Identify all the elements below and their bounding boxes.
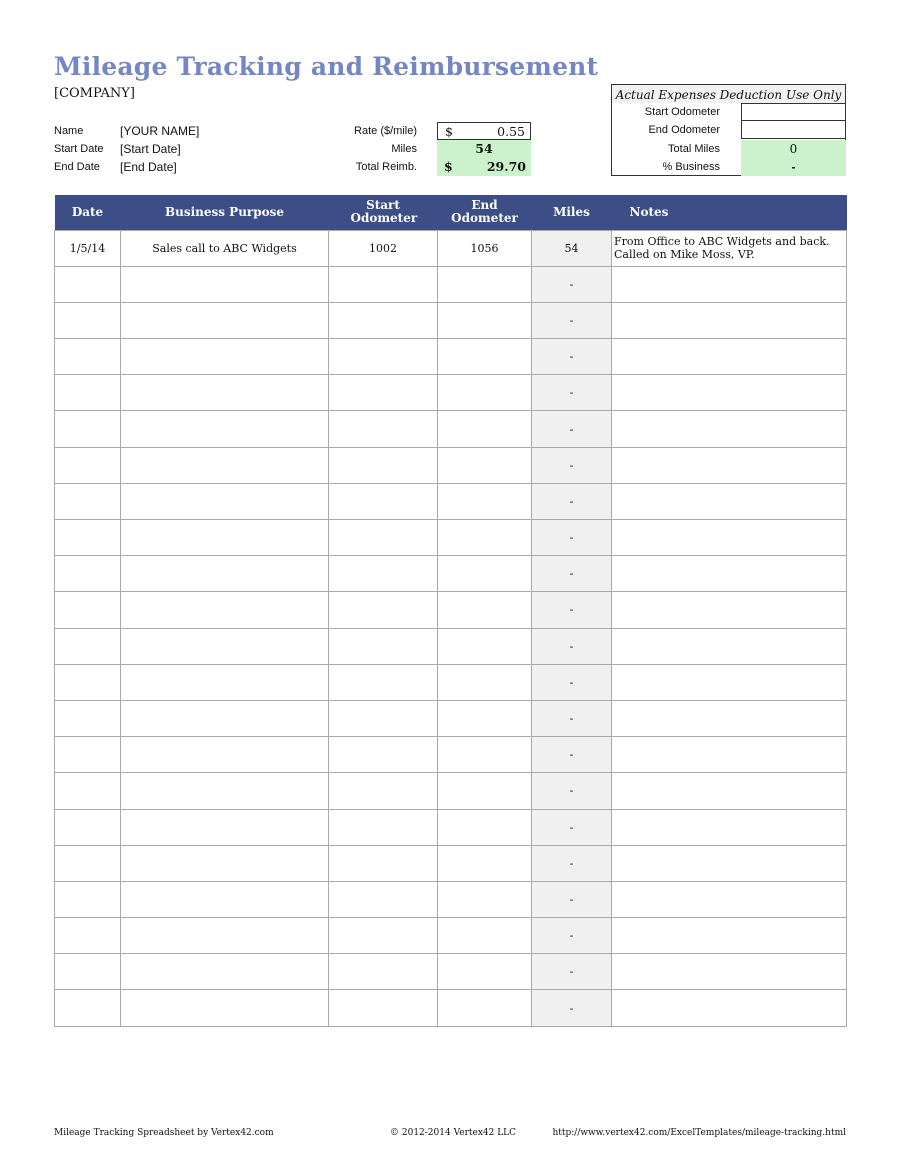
cell-miles: - [532, 302, 612, 338]
rate-field[interactable] [437, 122, 531, 140]
total-reimb-label: Total Reimb. [355, 161, 417, 173]
cell-notes[interactable] [612, 556, 847, 592]
cell-notes[interactable] [612, 520, 847, 556]
table-row [55, 592, 847, 628]
cell-notes[interactable] [612, 664, 847, 700]
cell-date[interactable] [55, 520, 121, 556]
cell-purpose[interactable] [121, 266, 329, 302]
cell-notes[interactable]: From Office to ABC Widgets and back. Called on Mike Moss, VP. [612, 230, 847, 266]
cell-purpose[interactable] [121, 302, 329, 338]
cell-purpose[interactable] [121, 773, 329, 809]
table-row [55, 339, 847, 375]
cell-notes[interactable] [612, 881, 847, 917]
cell-purpose[interactable] [121, 375, 329, 411]
cell-date[interactable] [55, 845, 121, 881]
end-date-label: End Date [54, 161, 100, 173]
cell-notes[interactable] [612, 700, 847, 736]
table-row [55, 556, 847, 592]
aed-start-label: Start Odometer [644, 106, 720, 118]
table-row [55, 628, 847, 664]
cell-purpose[interactable]: Sales call to ABC Widgets [121, 230, 329, 266]
cell-purpose[interactable] [121, 809, 329, 845]
cell-date[interactable] [55, 809, 121, 845]
cell-start-odometer[interactable] [329, 881, 438, 917]
table-row [55, 845, 847, 881]
cell-date[interactable] [55, 411, 121, 447]
rate-value: 0.55 [497, 124, 525, 139]
total-reimb [437, 158, 531, 176]
cell-end-odometer[interactable] [438, 520, 532, 556]
cell-notes[interactable] [612, 845, 847, 881]
cell-miles: - [532, 411, 612, 447]
cell-miles: - [532, 483, 612, 519]
cell-date[interactable] [55, 737, 121, 773]
aed-title: Actual Expenses Deduction Use Only [612, 85, 845, 103]
cell-miles: 54 [532, 230, 612, 266]
cell-start-odometer[interactable] [329, 700, 438, 736]
cell-start-odometer[interactable] [329, 990, 438, 1026]
cell-end-odometer[interactable] [438, 339, 532, 375]
cell-start-odometer[interactable] [329, 809, 438, 845]
cell-start-odometer[interactable] [329, 954, 438, 990]
cell-notes[interactable] [612, 918, 847, 954]
cell-purpose[interactable] [121, 990, 329, 1026]
header-purpose: Business Purpose [121, 195, 329, 230]
cell-date[interactable] [55, 483, 121, 519]
cell-end-odometer[interactable] [438, 447, 532, 483]
aed-total: 0 [741, 140, 846, 158]
cell-end-odometer[interactable] [438, 990, 532, 1026]
cell-date[interactable] [55, 556, 121, 592]
table-row [55, 700, 847, 736]
rate-currency: $ [445, 124, 453, 139]
cell-start-odometer[interactable] [329, 520, 438, 556]
cell-start-odometer[interactable] [329, 375, 438, 411]
cell-end-odometer[interactable] [438, 954, 532, 990]
cell-notes[interactable] [612, 773, 847, 809]
cell-purpose[interactable] [121, 483, 329, 519]
cell-date[interactable] [55, 266, 121, 302]
name-label: Name [54, 125, 84, 137]
cell-end-odometer[interactable] [438, 737, 532, 773]
cell-miles: - [532, 628, 612, 664]
cell-purpose[interactable] [121, 411, 329, 447]
cell-purpose[interactable] [121, 881, 329, 917]
cell-purpose[interactable] [121, 628, 329, 664]
start-date-label: Start Date [54, 143, 104, 155]
cell-date[interactable] [55, 954, 121, 990]
footer-link[interactable]: http://www.vertex42.com/ExcelTemplates/mileage-tracking.html [552, 1128, 846, 1138]
cell-notes[interactable] [612, 447, 847, 483]
table-row [55, 266, 847, 302]
cell-end-odometer[interactable] [438, 592, 532, 628]
cell-start-odometer[interactable] [329, 302, 438, 338]
cell-date[interactable] [55, 628, 121, 664]
name-field[interactable]: [YOUR NAME] [120, 124, 200, 138]
cell-date[interactable] [55, 773, 121, 809]
cell-end-odometer[interactable] [438, 266, 532, 302]
cell-date[interactable] [55, 339, 121, 375]
cell-purpose[interactable] [121, 339, 329, 375]
cell-notes[interactable] [612, 266, 847, 302]
cell-miles: - [532, 845, 612, 881]
cell-date[interactable] [55, 700, 121, 736]
cell-end-odometer[interactable] [438, 664, 532, 700]
cell-purpose[interactable] [121, 592, 329, 628]
cell-notes[interactable] [612, 302, 847, 338]
cell-date[interactable] [55, 664, 121, 700]
table-row [55, 990, 847, 1026]
cell-miles: - [532, 954, 612, 990]
cell-start-odometer[interactable] [329, 845, 438, 881]
cell-start-odometer[interactable] [329, 411, 438, 447]
aed-total-label: Total Miles [668, 143, 720, 155]
cell-miles: - [532, 990, 612, 1026]
cell-notes[interactable] [612, 809, 847, 845]
rate-label: Rate ($/mile) [354, 125, 417, 137]
cell-miles: - [532, 375, 612, 411]
cell-notes[interactable] [612, 483, 847, 519]
start-date-field[interactable]: [Start Date] [120, 142, 181, 156]
cell-end-odometer[interactable] [438, 700, 532, 736]
table-row [55, 664, 847, 700]
header-date: Date [55, 195, 121, 230]
cell-miles: - [532, 700, 612, 736]
cell-date[interactable] [55, 375, 121, 411]
cell-purpose[interactable] [121, 918, 329, 954]
cell-date[interactable]: 1/5/14 [55, 230, 121, 266]
cell-end-odometer[interactable] [438, 628, 532, 664]
cell-miles: - [532, 809, 612, 845]
cell-date[interactable] [55, 881, 121, 917]
cell-miles: - [532, 592, 612, 628]
table-row [55, 447, 847, 483]
table-row [55, 881, 847, 917]
cell-end-odometer[interactable] [438, 809, 532, 845]
cell-start-odometer[interactable]: 1002 [329, 230, 438, 266]
cell-notes[interactable] [612, 737, 847, 773]
aed-pct-label: % Business [662, 161, 720, 173]
aed-end-field[interactable] [741, 121, 846, 139]
cell-start-odometer[interactable] [329, 737, 438, 773]
header-end-odometer: End Odometer [438, 195, 532, 230]
header-notes: Notes [612, 195, 847, 230]
cell-miles: - [532, 881, 612, 917]
cell-notes[interactable] [612, 592, 847, 628]
cell-end-odometer[interactable] [438, 411, 532, 447]
header-start-odometer: Start Odometer [329, 195, 438, 230]
table-row [55, 230, 847, 266]
header-miles: Miles [532, 195, 612, 230]
cell-end-odometer[interactable] [438, 302, 532, 338]
cell-start-odometer[interactable] [329, 483, 438, 519]
total-value: 29.70 [486, 159, 526, 174]
cell-notes[interactable] [612, 628, 847, 664]
cell-miles: - [532, 266, 612, 302]
cell-purpose[interactable] [121, 845, 329, 881]
table-row [55, 954, 847, 990]
cell-notes[interactable] [612, 954, 847, 990]
total-currency: $ [444, 159, 453, 174]
cell-start-odometer[interactable] [329, 447, 438, 483]
cell-end-odometer[interactable] [438, 845, 532, 881]
table-row [55, 302, 847, 338]
cell-date[interactable] [55, 990, 121, 1026]
aed-end-label: End Odometer [648, 124, 720, 136]
cell-start-odometer[interactable] [329, 556, 438, 592]
cell-miles: - [532, 737, 612, 773]
page-title: Mileage Tracking and Reimbursement [54, 52, 599, 81]
cell-miles: - [532, 556, 612, 592]
cell-end-odometer[interactable]: 1056 [438, 230, 532, 266]
mileage-table [54, 195, 847, 1027]
cell-notes[interactable] [612, 339, 847, 375]
table-row [55, 918, 847, 954]
table-row [55, 520, 847, 556]
cell-purpose[interactable] [121, 520, 329, 556]
cell-notes[interactable] [612, 411, 847, 447]
cell-date[interactable] [55, 918, 121, 954]
cell-end-odometer[interactable] [438, 773, 532, 809]
aed-start-field[interactable] [741, 103, 846, 121]
cell-miles: - [532, 918, 612, 954]
cell-start-odometer[interactable] [329, 266, 438, 302]
table-row [55, 483, 847, 519]
footer-center: © 2012-2014 Vertex42 LLC [390, 1128, 517, 1138]
aed-pct: - [741, 158, 846, 176]
cell-start-odometer[interactable] [329, 773, 438, 809]
table-row [55, 809, 847, 845]
cell-purpose[interactable] [121, 664, 329, 700]
cell-notes[interactable] [612, 375, 847, 411]
cell-miles: - [532, 664, 612, 700]
cell-start-odometer[interactable] [329, 339, 438, 375]
table-row [55, 737, 847, 773]
table-row [55, 375, 847, 411]
miles-total: 54 [437, 140, 531, 158]
cell-miles: - [532, 339, 612, 375]
cell-miles: - [532, 773, 612, 809]
cell-start-odometer[interactable] [329, 918, 438, 954]
cell-purpose[interactable] [121, 700, 329, 736]
cell-purpose[interactable] [121, 447, 329, 483]
cell-date[interactable] [55, 447, 121, 483]
footer-left: Mileage Tracking Spreadsheet by Vertex42.com [54, 1128, 274, 1138]
cell-purpose[interactable] [121, 737, 329, 773]
cell-purpose[interactable] [121, 556, 329, 592]
cell-end-odometer[interactable] [438, 918, 532, 954]
cell-start-odometer[interactable] [329, 592, 438, 628]
cell-start-odometer[interactable] [329, 664, 438, 700]
cell-end-odometer[interactable] [438, 483, 532, 519]
cell-date[interactable] [55, 302, 121, 338]
cell-start-odometer[interactable] [329, 628, 438, 664]
table-row [55, 773, 847, 809]
cell-end-odometer[interactable] [438, 881, 532, 917]
miles-label: Miles [391, 143, 417, 155]
cell-end-odometer[interactable] [438, 375, 532, 411]
end-date-field[interactable]: [End Date] [120, 160, 177, 174]
cell-miles: - [532, 520, 612, 556]
cell-miles: - [532, 447, 612, 483]
actual-expenses-box [611, 84, 846, 176]
cell-end-odometer[interactable] [438, 556, 532, 592]
cell-notes[interactable] [612, 990, 847, 1026]
company-name[interactable]: [COMPANY] [54, 86, 135, 101]
cell-purpose[interactable] [121, 954, 329, 990]
table-row [55, 411, 847, 447]
cell-date[interactable] [55, 592, 121, 628]
